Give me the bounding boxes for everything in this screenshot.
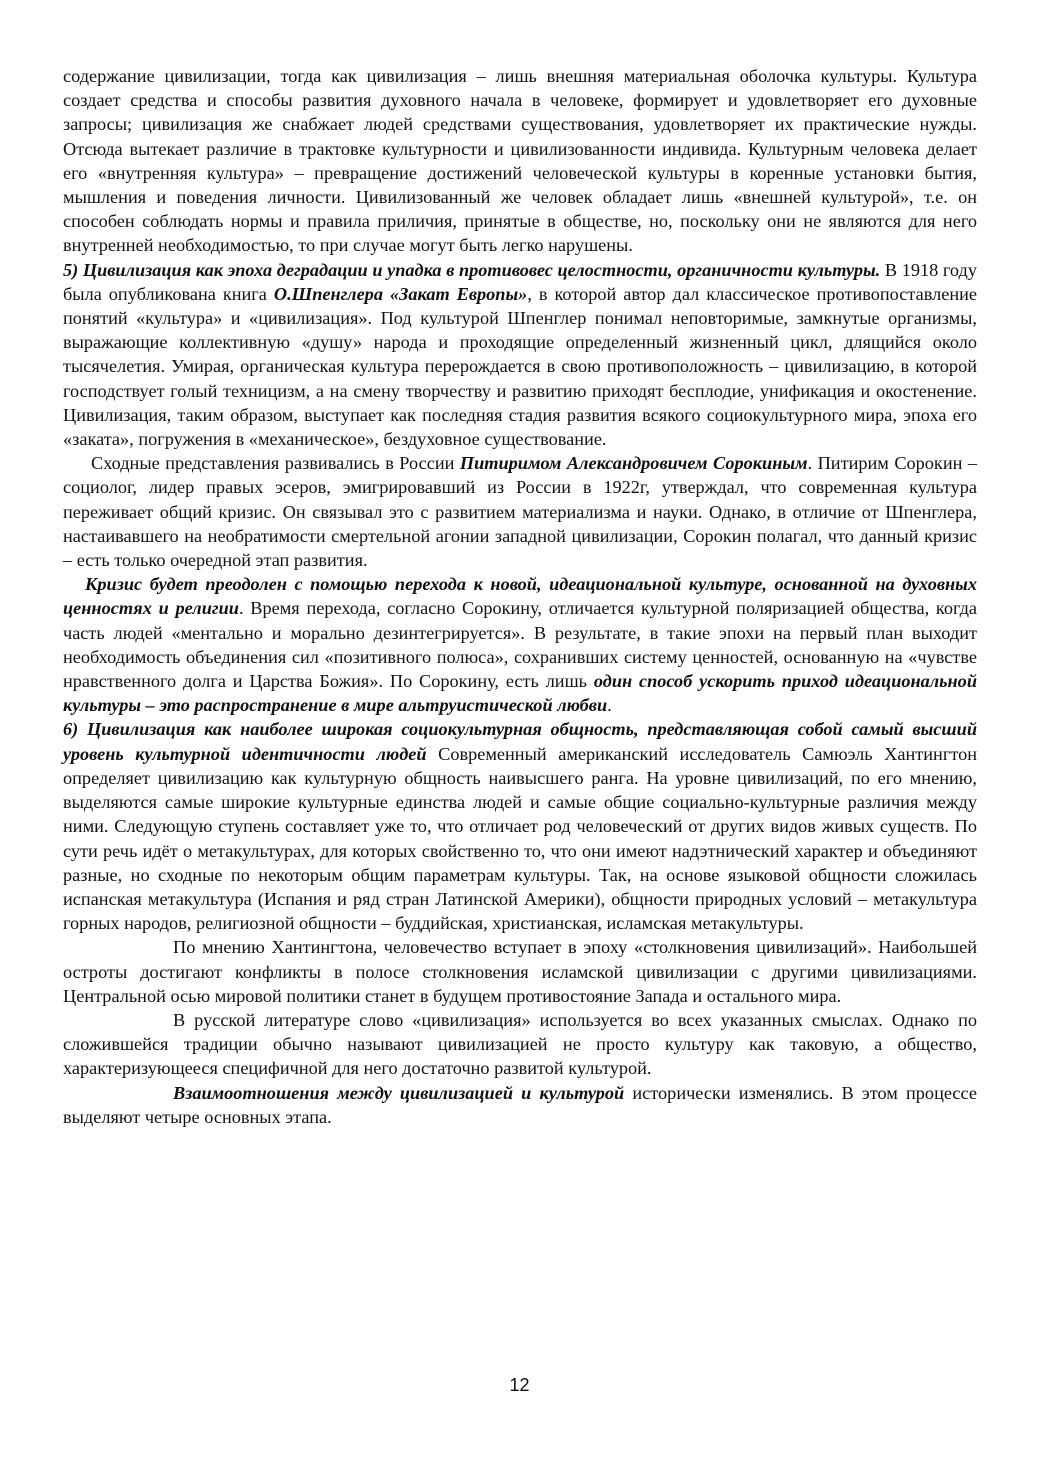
- text-run: , в которой автор дал классическое противопоставление понятий «культура» и «цивилизация». Под культурой Шпенглер понимал неповторимые, замкнутые организмы, выражающие коллективную «душу» народа и проходящие определенный жизненный цикл, длящийся около тысячелетия. Умирая, органическая культура перерождается в свою противоположность – цивилизацию, в которой господствует голый техницизм, а на смену творчеству и развитию приходят бесплодие, унификация и окостенение. Цивилизация, таким образом, выступает как последняя стадия развития всякого социокультурного мира, эпоха его «заката», погружения в «механическое», бездуховное существование.: [63, 283, 978, 450]
- emphasized-text: один способ ускорить приход идеациональной культуры – это распространение в мире альтруистической любви: [63, 671, 977, 716]
- paragraph: [63, 935, 977, 1008]
- document-body: [63, 64, 977, 1129]
- emphasized-text: Кризис будет преодолен с помощью перехода к новой, идеациональной культуре, основанной на духовных ценностях и религии: [63, 574, 977, 619]
- text-run: В 1918 году была опубликована книга: [63, 259, 977, 304]
- text-run: По мнению Хантингтона, человечество вступает в эпоху «столкновения цивилизаций». Наибольшей остроты достигают конфликты в полосе столкновения исламской цивилизации с другими цивилизациями. Центральной осью мировой политики станет в будущем противостояние Запада и остального мира.: [63, 937, 977, 1006]
- paragraph: [63, 572, 977, 717]
- page-number: 12: [509, 1375, 530, 1395]
- text-run: Современный американский исследователь Самюэль Хантингтон определяет цивилизацию как культурную общность наивысшего ранга. На уровне цивилизаций, по его мнению, выделяются самые широкие культурные единства людей и самые общие социально-культурные различия между ними. Следующую ступень составляет уже то, что отличает род человеческий от других видов живых существ. По сути речь идёт о метакультурах, для которых свойственно то, что они имеют надэтнический характер и объединяют разные, но сходные по некоторым общим параметрам культуры. Так, на основе языковой общности сложилась испанская метакультура (Испания и ряд стран Латинской Америки), общности природных условий – метакультура горных народов, религиозной общности – буддийская, христианская, исламская метакультуры.: [63, 743, 978, 934]
- paragraph: [63, 717, 977, 935]
- paragraph: [63, 1008, 977, 1081]
- emphasized-text: Питиримом Александровичем Сорокиным: [459, 453, 808, 474]
- text-run: В русской литературе слово «цивилизация» используется во всех указанных смыслах. Однако по сложившейся традиции обычно называют цивилизацией не просто культуру как таковую, а общество, характеризующееся специфичной для него достаточно развитой культурой.: [63, 1009, 977, 1079]
- text-run: содержание цивилизации, тогда как цивилизация – лишь внешняя материальная оболочка культуры. Культура создает средства и способы развития духовного начала в человеке, формирует и удовлетворяет его духовные запросы; цивилизация же снабжает людей средствами существования, удовлетворяет их практические нужды. Отсюда вытекает различие в трактовке культурности и цивилизованности индивида. Культурным человека делает его «внутренняя культура» – превращение достижений человеческой культуры в коренные установки бытия, мышления и поведения личности. Цивилизованный же человек обладает лишь «внешней культурой», т.е. он способен соблюдать нормы и правила приличия, принятые в обществе, но, поскольку они не являются для него внутренней необходимостью, то при случае могут быть легко нарушены.: [63, 66, 977, 256]
- paragraph: [63, 451, 977, 572]
- text-run: . Время перехода, согласно Сорокину, отличается культурной поляризацией общества, когда часть людей «ментально и морально дезинтегрируется». В результате, в такие эпохи на первый план выходит необходимость объединения сил «позитивного полюса», сохранивших систему ценностей, основанную на «чувстве нравственного долга и Царства Божия». По Сорокину, есть лишь: [63, 598, 977, 692]
- text-run: . Питирим Сорокин – социолог, лидер правых эсеров, эмигрировавший из России в 1922г, утверждал, что современная культура переживает общий кризис. Он связывал это с развитием материализма и науки. Однако, в отличие от Шпенглера, настаивавшего на необратимости смертельной агонии западной цивилизации, Сорокин полагал, что данный кризис – есть только очередной этап развития.: [63, 453, 977, 571]
- paragraph: [63, 64, 977, 258]
- emphasized-text: Взаимоотношения между цивилизацией и культурой: [173, 1082, 625, 1103]
- text-run: исторически изменялись. В этом процессе выделяют четыре основных этапа.: [63, 1082, 977, 1127]
- paragraph: [63, 1081, 977, 1129]
- emphasized-text: 5) Цивилизация как эпоха деградации и упадка в противовес целостности, органичности культуры.: [63, 259, 881, 280]
- emphasized-text: О.Шпенглера «Закат Европы»: [273, 283, 528, 304]
- emphasized-text: 6) Цивилизация как наиболее широкая социокультурная общность, представляющая собой самый высший уровень культурной идентичности людей: [63, 719, 977, 764]
- paragraph: [63, 258, 977, 452]
- text-run: .: [607, 695, 612, 716]
- text-run: Сходные представления развивались в России: [91, 453, 460, 474]
